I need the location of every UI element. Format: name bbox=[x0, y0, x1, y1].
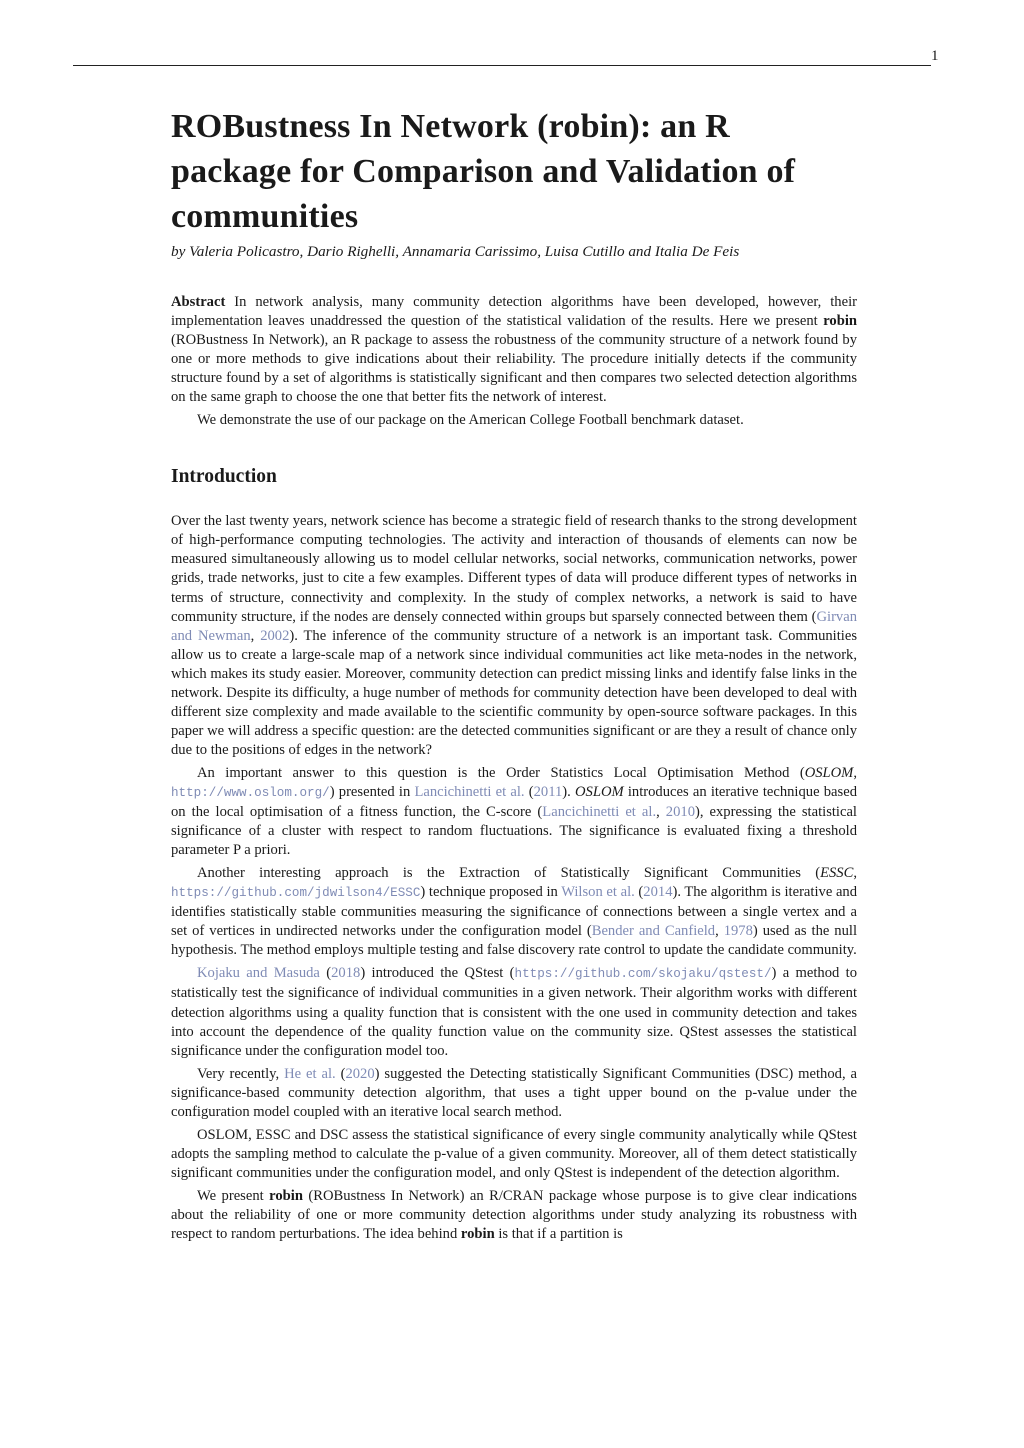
article bbox=[171, 104, 857, 1244]
text: ), expressing the statistical significance of a cluster with respect to random fluctuations. The significance is evaluated fixing a threshold parameter P a priori. bbox=[171, 804, 857, 859]
text: ). bbox=[562, 783, 575, 800]
introduction-body bbox=[171, 512, 857, 1244]
text: An important answer to this question is the Order Statistics Local Optimisation Method ( bbox=[197, 764, 805, 781]
package-name: robin bbox=[823, 313, 857, 330]
text: Another interesting approach is the Extraction of Statistically Significant Communities ( bbox=[197, 865, 821, 882]
intro-paragraph-7 bbox=[171, 1187, 857, 1244]
citation-link[interactable]: He et al. bbox=[284, 1065, 336, 1082]
citation-link[interactable]: Wilson et al. bbox=[561, 884, 635, 901]
paper-title: ROBustness In Network (robin): an R package for Comparison and Validation of communities bbox=[171, 108, 796, 235]
text: We present bbox=[197, 1187, 270, 1204]
text: ) introduced the QStest ( bbox=[360, 965, 515, 982]
text: ). The algorithm is iterative and identifies statistically stable communities measuring the significance of connections between a single vertex and a set of vertices in undirected networks under the configuration model ( bbox=[171, 884, 858, 940]
abstract bbox=[171, 293, 857, 430]
text: , bbox=[853, 865, 857, 882]
url-link[interactable]: http://www.oslom.org/ bbox=[171, 785, 330, 800]
text: ) used as the null hypothesis. The method employs multiple testing and false discovery rate control to update the candidate community. bbox=[171, 923, 857, 959]
text: is that if a partition is bbox=[494, 1226, 623, 1243]
package-name: robin bbox=[460, 1226, 495, 1243]
citation-year-link[interactable]: 2002 bbox=[260, 627, 290, 644]
text: (ROBustness In Network), an R package to assess the robustness of the community structure of a network found by one or more methods to give indications about their reliability. The procedure initially detects if the community structure found by a set of algorithms is statistically significant and then compares two selected detection algorithms on the same graph to choose the one that better fits the network of interest. bbox=[171, 332, 857, 406]
text: ( bbox=[319, 965, 332, 982]
intro-paragraph-6: OSLOM, ESSC and DSC assess the statistical significance of every single community analytically while QStest adopts the sampling method to calculate the p-value of a given community. Moreover, all of them detect statistically significant communities under the configuration model, and only QStest is independent of the detection algorithm. bbox=[171, 1126, 857, 1181]
text: In network analysis, many community detection algorithms have been developed, however, their implementation leaves unaddressed the question of the statistical validation of the results. Here we present bbox=[171, 294, 857, 330]
text: introduces an iterative technique based on the local optimisation of a fitness function, the C-score ( bbox=[171, 783, 857, 821]
method-name: OSLOM bbox=[575, 783, 624, 800]
text: , bbox=[656, 804, 666, 821]
citation-year-link[interactable]: 2014 bbox=[643, 884, 673, 901]
intro-paragraph-4 bbox=[171, 964, 857, 1060]
citation-year-link[interactable]: 2018 bbox=[331, 965, 361, 982]
text: ( bbox=[335, 1065, 346, 1082]
intro-paragraph-2 bbox=[171, 764, 857, 860]
text: Very recently, bbox=[197, 1065, 285, 1082]
text: ). The inference of the community structure of a network is an important task. Communities allow us to create a large-scale map of a network since individual communities act like meta-nodes in the network, which makes its study easier. Moreover, community detection can predict missing links and identify false links in the network. Despite its difficulty, a huge number of methods for community detection have been developed to deal with different size complexity and made available to the scientific community by open-source software packages. In this paper we will address a specific question: are the detected communities significant or are they a result of chance only due to the positions of edges in the network? bbox=[171, 627, 858, 758]
citation-year-link[interactable]: 2011 bbox=[533, 783, 563, 800]
citation-link[interactable]: Bender and Canfield bbox=[591, 923, 716, 940]
page-number: 1 bbox=[931, 48, 939, 64]
text: ) suggested the Detecting statistically Significant Communities (DSC) method, a significance-based community detection algorithm, that uses a tight upper bound on the p-value under the configuration model coupled with an iterative local search method. bbox=[171, 1065, 857, 1120]
text: Over the last twenty years, network science has become a strategic field of research thanks to the strong development of high-performance computing technologies. The activity and interaction of thousands of elements can now be measured simultaneously allowing us to model cellular networks, social networks, communication networks, power grids, trade networks, just to cite a few examples. Different types of data will produce different types of networks in terms of structure, connectivity and complexity. In the study of complex networks, a network is said to have community structure, if the nodes are densely connected within groups but sparsely connected between them ( bbox=[171, 513, 857, 625]
citation-year-link[interactable]: 1978 bbox=[723, 923, 753, 940]
text: ) presented in bbox=[329, 783, 415, 800]
header-rule bbox=[73, 65, 931, 66]
abstract-paragraph-2: We demonstrate the use of our package on the American College Football benchmark dataset. bbox=[197, 412, 744, 429]
text: ) a method to statistically test the significance of individual communities in a given network. Their algorithm works with different detection algorithms using a quality function that is consistent with the one used in community detection and takes into account the dependence of the quality function value on the community size. QStest assesses the statistical significance under the configuration model too. bbox=[171, 965, 857, 1059]
citation-link[interactable]: Lancichinetti et al. bbox=[414, 783, 525, 800]
citation-link[interactable]: Girvan and Newman bbox=[171, 608, 857, 644]
intro-paragraph-3 bbox=[171, 864, 857, 960]
citation-link[interactable]: Kojaku and Masuda bbox=[197, 965, 320, 982]
url-link[interactable]: https://github.com/skojaku/qstest/ bbox=[514, 967, 772, 982]
url-link[interactable]: https://github.com/jdwilson4/ESSC bbox=[171, 886, 421, 901]
citation-link[interactable]: Lancichinetti et al. bbox=[542, 804, 657, 821]
author-byline: by Valeria Policastro, Dario Righelli, Annamaria Carissimo, Luisa Cutillo and Italia De Feis bbox=[171, 243, 740, 260]
abstract-label: Abstract bbox=[171, 294, 226, 310]
text: , bbox=[853, 764, 857, 781]
citation-year-link[interactable]: 2010 bbox=[665, 804, 695, 821]
text: ( bbox=[524, 783, 534, 800]
section-heading-introduction: Introduction bbox=[171, 466, 277, 488]
text: , bbox=[715, 923, 724, 940]
citation-year-link[interactable]: 2020 bbox=[345, 1065, 375, 1082]
method-name: ESSC bbox=[820, 865, 854, 882]
text: ) technique proposed in bbox=[420, 884, 562, 901]
intro-paragraph-1 bbox=[171, 512, 857, 760]
package-name: robin bbox=[269, 1187, 303, 1204]
abstract-paragraph bbox=[171, 293, 857, 407]
text: (ROBustness In Network) an R/CRAN package whose purpose is to give clear indications about the reliability of one or more community detection algorithms under study analyzing its robustness with respect to random perturbations. The idea behind bbox=[171, 1187, 857, 1243]
method-name: OSLOM bbox=[804, 764, 854, 781]
text: ( bbox=[634, 884, 644, 901]
text: , bbox=[250, 627, 261, 644]
intro-paragraph-5 bbox=[171, 1065, 857, 1122]
